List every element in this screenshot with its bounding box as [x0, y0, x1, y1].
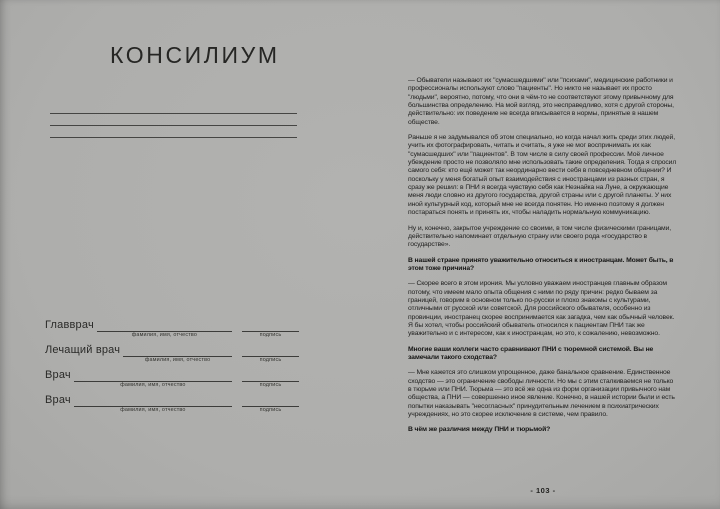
answer-paragraph: Раньше я не задумывался об этом специально, но когда начал жить среди этих людей, учить их фотографировать, читать и считать, я уже не мог воспринимать их как "сумасшедших" или "пациентов". В том числе в силу своей профессии. Моё личное убеждение просто не позволяло мне использовать такие определения. Тогда я спросил самого себя: кто ещё может так неординарно вести себя в повседневном общении? И поскольку у меня богатый опыт взаимодействия с иностранцами из разных стран, я сразу же решил: в ПНИ я всегда чувствую себя как Незнайка на Луне, а окружающие меня люди словно из другого государства, другой страны или с другой планеты. У них иной культурный код, который мне не всегда понятен. Но именно поэтому я должен постараться понять и принять их, чтобы наладить нормальную коммуникацию. — [408, 134, 677, 217]
signature-line-caption: подпись — [259, 407, 282, 413]
signature-line — [242, 319, 299, 338]
question-paragraph: В чём же различия между ПНИ и тюрьмой? — [408, 426, 551, 434]
name-line-caption: фамилия, имя, отчество — [144, 357, 211, 363]
name-signature-line — [123, 344, 232, 363]
form-label: Врач — [45, 394, 71, 406]
signature-line-caption: подпись — [259, 332, 282, 338]
answer-paragraph: Ну и, конечно, закрытое учреждение со своими, в том числе физическими границами, действительно напоминает отдельную страну или своего рода «государство в государстве». — [408, 224, 672, 249]
name-signature-line — [74, 369, 232, 388]
signature-line — [242, 344, 299, 363]
answer-paragraph: — Обыватели называют их "сумасшедшими" или "психами", медицинские работники и профессионалы используют слово "пациенты". Но никто не называет их просто "людьми", вероятно, потому, что они в чём-то не соответствуют этому привычному для большинства определению. На мой взгляд, это несправедливо, хотя с другой стороны, действительно: их поведение не всегда вписывается в нормы, принятые в нашем обществе. — [408, 77, 674, 126]
answer-paragraph: — Мне кажется это слишком упрощенное, даже банальное сравнение. Единственное сходство — это ограничение свободы личности. Но мы с этим сталкиваемся не только в тюрьме или ПНИ. Тюрьма — это всё же одна из форм организации привычного нам общества, а ПНИ — совершенно иное явление. Конечно, в нашей истории были и есть попытки наказывать "несогласных" принудительным лечением в психиатрических учреждениях, но это скорее исключение в системе, чем правило. — [408, 369, 675, 419]
signature-line-caption: подпись — [259, 382, 282, 388]
page-number: - 103 - — [530, 486, 556, 495]
form-label: Лечащий врач — [45, 344, 121, 356]
form-row-attending-physician — [45, 344, 299, 363]
form-row-physician-1 — [45, 369, 299, 388]
blank-write-line — [50, 113, 297, 114]
question-paragraph: В нашей стране принято уважительно относиться к иностранцам. Может быть, в этом тоже причина? — [408, 256, 674, 272]
form-label: Врач — [45, 369, 71, 381]
question-paragraph: Многие ваши коллеги часто сравнивают ПНИ с тюремной системой. Вы не замечали такого сходства? — [408, 345, 654, 361]
name-signature-line — [97, 319, 232, 338]
name-signature-line — [74, 394, 232, 413]
form-row-head-physician — [45, 319, 299, 338]
signature-line-caption: подпись — [259, 357, 282, 363]
interview-text-column — [408, 77, 678, 442]
signature-line — [242, 369, 299, 388]
blank-write-line — [50, 137, 297, 138]
form-label: Главврач — [45, 319, 94, 331]
blank-write-line — [50, 125, 297, 126]
name-line-caption: фамилия, имя, отчество — [120, 382, 186, 388]
signature-line — [242, 394, 299, 413]
name-line-caption: фамилия, имя, отчество — [131, 332, 198, 338]
form-row-physician-2 — [45, 394, 299, 413]
page-title: КОНСИЛИУМ — [110, 42, 280, 68]
name-line-caption: фамилия, имя, отчество — [120, 407, 186, 413]
answer-paragraph: — Скорее всего в этом ирония. Мы условно уважаем иностранцев главным образом потому, что имеем мало опыта общения с ними по ряду причин: редко бываем за границей, говорим в основном только по-русски и плохо знакомы с культурами, отличными от русской или советской. Для российского обывателя, особенно из провинции, иностранец скорее воспринимается как загадка, чем как обычный человек. Я бы хотел, чтобы российский обыватель относился к пациентам ПНИ так же уважительно и с интересом, как к иностранцам, но это, к сожалению, невозможно. — [408, 280, 675, 338]
